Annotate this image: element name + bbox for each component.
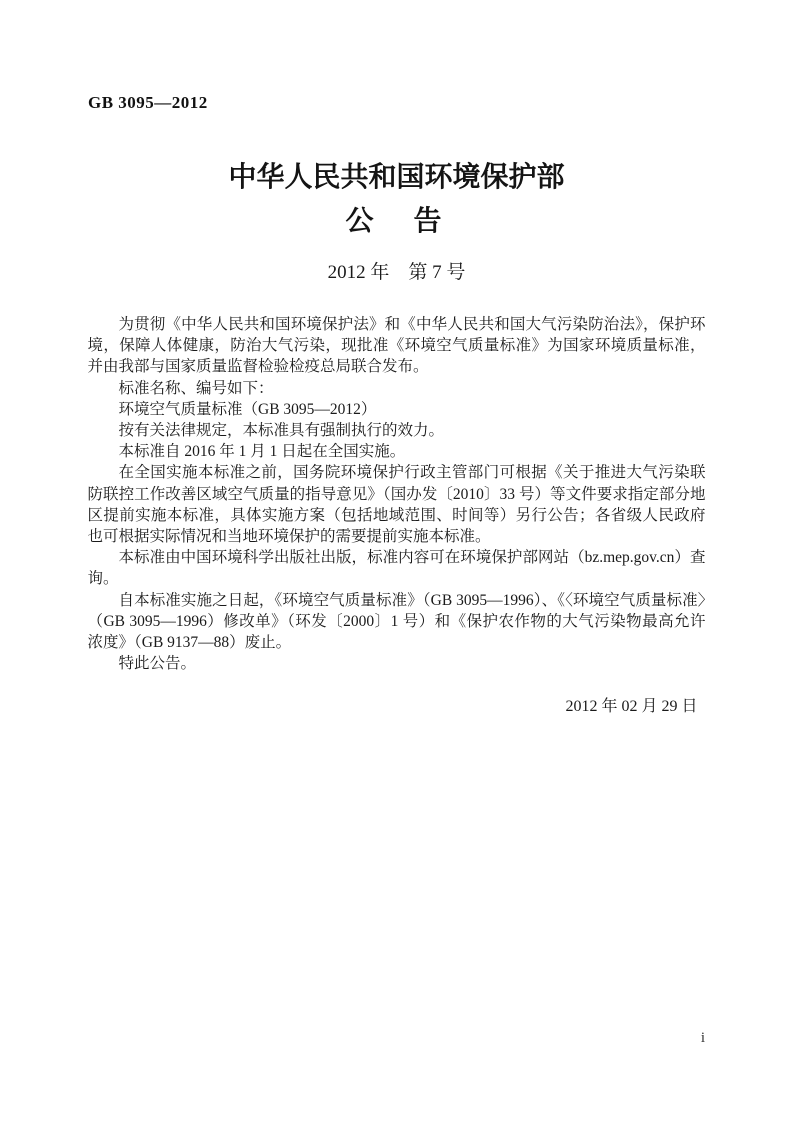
paragraph-effective-date: 本标准自 2016 年 1 月 1 日起在全国实施。 (118, 443, 406, 461)
announcement-date: 2012 年 02 月 29 日 (565, 698, 698, 716)
standard-code: GB 3095—2012 (88, 93, 208, 112)
page-number: i (700, 1030, 705, 1046)
paragraph-purpose: 为贯彻《中华人民共和国环境保护法》和《中华人民共和国大气污染防治法》，保护环境，保障人体健康，防治大气污染，现批准《环境空气质量标准》为国家环境质量标准，并由我部与国家质量监督检验检疫总局联合发布。 (87, 316, 706, 376)
announcement-body (88, 314, 706, 674)
paragraph-publication-info: 本标准由中国环境科学出版社出版，标准内容可在环境保护部网站（bz.mep.gov.cn）查询。 (87, 549, 706, 588)
paragraph-legal-force: 按有关法律规定，本标准具有强制执行的效力。 (118, 422, 445, 440)
document-subtitle: 公 告 (345, 205, 448, 236)
issue-number: 2012 年 第 7 号 (327, 262, 466, 283)
paragraph-superseded-standards: 自本标准实施之日起，《环境空气质量标准》（GB 3095—1996）、《〈环境空气质量标准〉（GB 3095—1996）修改单》（环发〔2000〕1 号）和《保护农作物的大气污染物最高允许浓度》（GB 9137—88）废止。 (87, 591, 706, 652)
paragraph-standard-name-intro: 标准名称、编号如下： (118, 379, 274, 397)
paragraph-closing: 特此公告。 (118, 655, 197, 673)
paragraph-early-implementation: 在全国实施本标准之前，国务院环境保护行政主管部门可根据《关于推进大气污染联防联控工作改善区域空气质量的指导意见》（国办发〔2010〕33 号）等文件要求指定部分地区提前实施本标准，具体实施方案（包括地域范围、时间等）另行公告；各省级人民政府也可根据实际情况和当地环境保护的需要提前实施本标准。 (87, 464, 706, 546)
document-title: 中华人民共和国环境保护部 (228, 161, 565, 192)
paragraph-standard-name: 环境空气质量标准（GB 3095—2012） (118, 400, 377, 418)
